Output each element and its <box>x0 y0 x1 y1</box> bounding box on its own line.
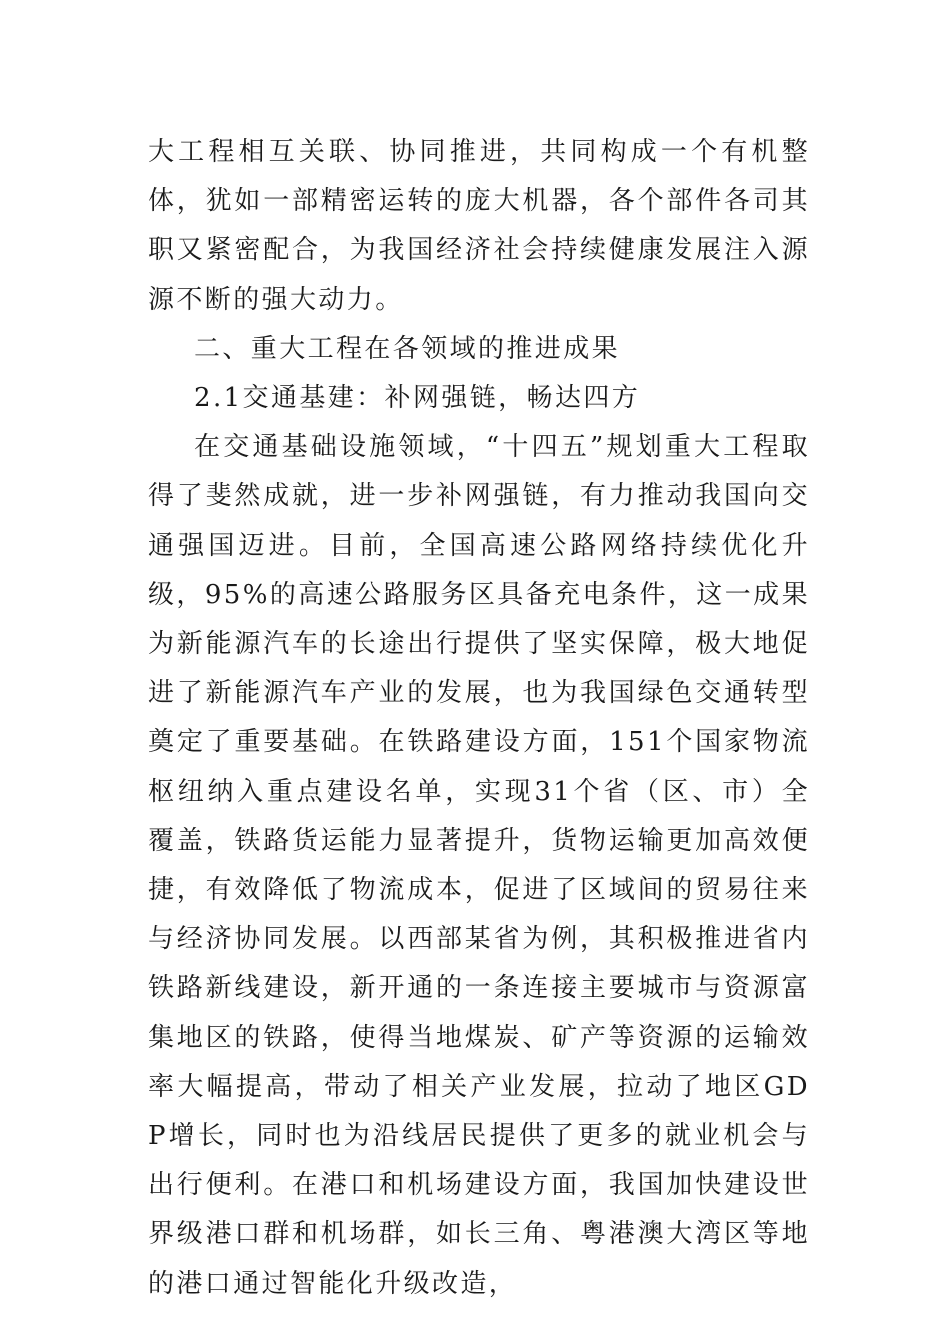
document-body <box>148 128 810 1309</box>
section-heading: 二、重大工程在各领域的推进成果 <box>194 333 621 364</box>
paragraph-continued: 大工程相互关联、协同推进，共同构成一个有机整体，犹如一部精密运转的庞大机器，各个部件各司其职又紧密配合，为我国经济社会持续健康发展注入源源不断的强大动力。 <box>148 137 810 315</box>
paragraph-transport: 在交通基础设施领域，“十四五”规划重大工程取得了斐然成就，进一步补网强链，有力推动我国向交通强国迈进。目前，全国高速公路网络持续优化升级，95%的高速公路服务区具备充电条件，这一成果为新能源汽车的长途出行提供了坚实保障，极大地促进了新能源汽车产业的发展，也为我国绿色交通转型奠定了重要基础。在铁路建设方面，151个国家物流枢纽纳入重点建设名单，实现31个省（区、市）全覆盖，铁路货运能力显著提升，货物运输更加高效便捷，有效降低了物流成本，促进了区域间的贸易往来与经济协同发展。以西部某省为例，其积极推进省内铁路新线建设，新开通的一条连接主要城市与资源富集地区的铁路，使得当地煤炭、矿产等资源的运输效率大幅提高，带动了相关产业发展，拉动了地区GDP增长，同时也为沿线居民提供了更多的就业机会与出行便利。在港口和机场建设方面，我国加快建设世界级港口群和机场群，如长三角、粤港澳大湾区等地的港口通过智能化升级改造， <box>148 432 810 1299</box>
subsection-heading: 2.1交通基建：补网强链，畅达四方 <box>194 383 641 414</box>
